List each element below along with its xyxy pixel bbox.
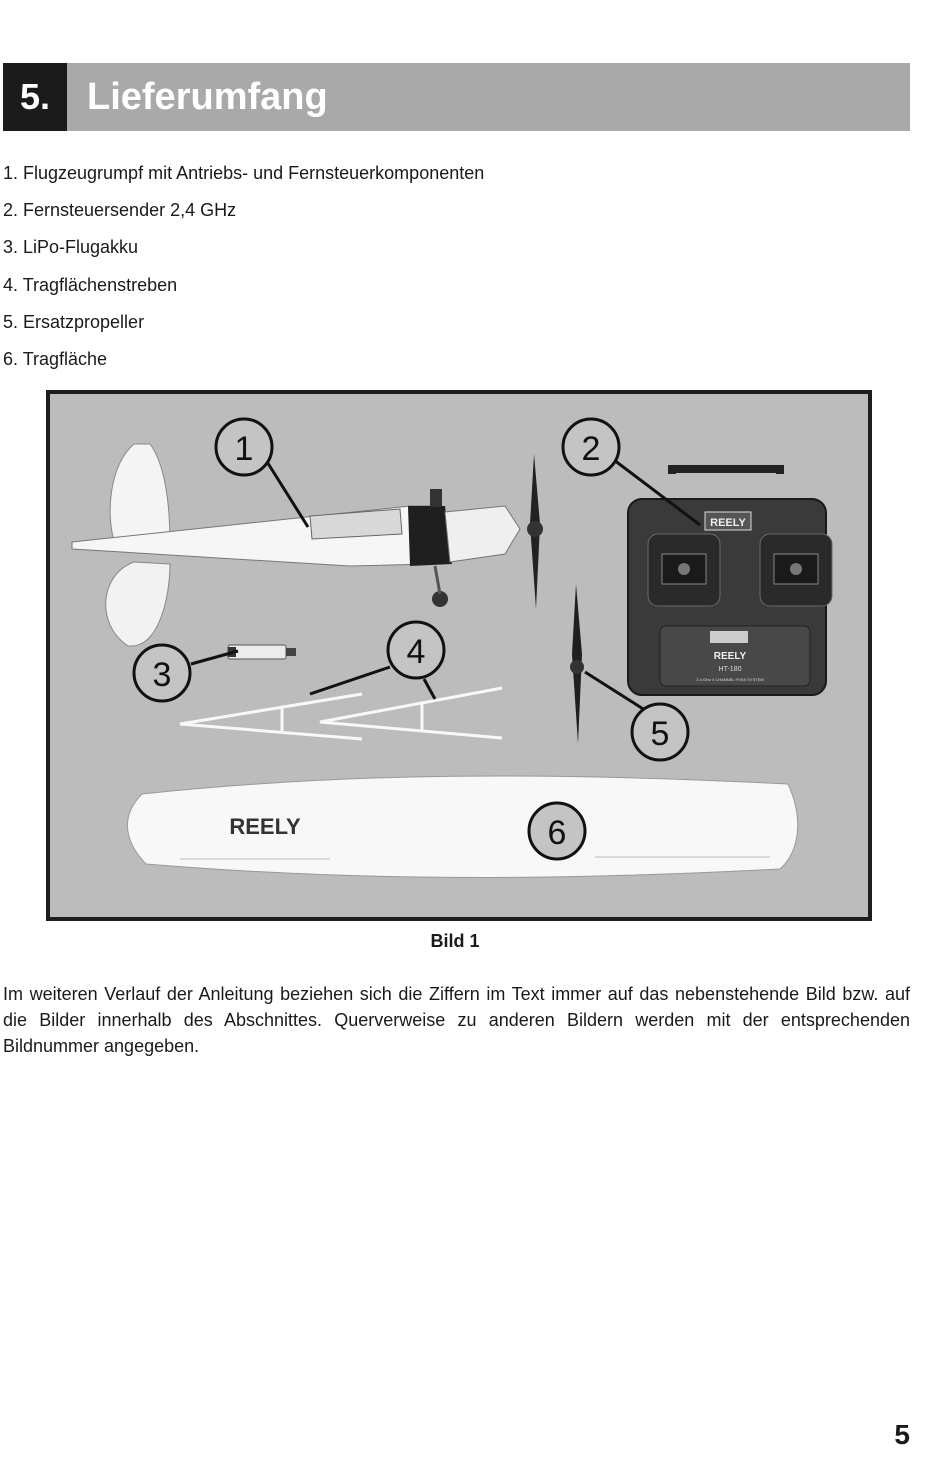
contents-photo — [46, 390, 872, 921]
callout-label-1: 1 — [234, 430, 254, 468]
transmitter-part — [628, 469, 832, 695]
list-item: 3. LiPo-Flugakku — [3, 237, 139, 258]
callout-label-4: 4 — [406, 633, 426, 671]
contents-list — [3, 160, 484, 383]
list-item: 2. Fernsteuersender 2,4 GHz — [3, 200, 237, 221]
section-header — [3, 63, 910, 131]
section-title: Lieferumfang — [87, 76, 328, 118]
list-item: 1. Flugzeugrumpf mit Antriebs- und Fernsteuerkomponenten — [3, 163, 485, 183]
callout-label-3: 3 — [152, 656, 172, 694]
list-item: 4. Tragflächenstreben — [3, 274, 178, 295]
figure-caption: Bild 1 — [430, 931, 480, 951]
callout-label-6: 6 — [547, 814, 567, 852]
section-number: 5. — [3, 63, 67, 131]
list-item: 6. Tragfläche — [3, 348, 108, 369]
transmitter-model: HT-180 — [718, 666, 742, 673]
list-item: 5. Ersatzpropeller — [3, 311, 145, 332]
body-paragraph: Im weiteren Verlauf der Anleitung beziehen sich die Ziffern im Text immer auf das nebenstehende Bild bzw. auf die Bilder innerhalb des Abschnittes. Querverweise zu anderen Bildern werden mit der entsprechenden Bildnummer angegeben. — [3, 984, 910, 1056]
page-number: 5 — [894, 1419, 910, 1450]
transmitter-panel-brand: REELY — [713, 651, 747, 662]
transmitter-subtitle: 2.4 GHz 4 CHANNEL FHSS SYSTEM — [696, 677, 764, 682]
callout-label-5: 5 — [650, 715, 670, 753]
wing-part — [127, 776, 797, 877]
wing-brand: REELY — [229, 814, 301, 839]
callout-label-2: 2 — [581, 430, 601, 468]
transmitter-brand: REELY — [710, 517, 746, 529]
